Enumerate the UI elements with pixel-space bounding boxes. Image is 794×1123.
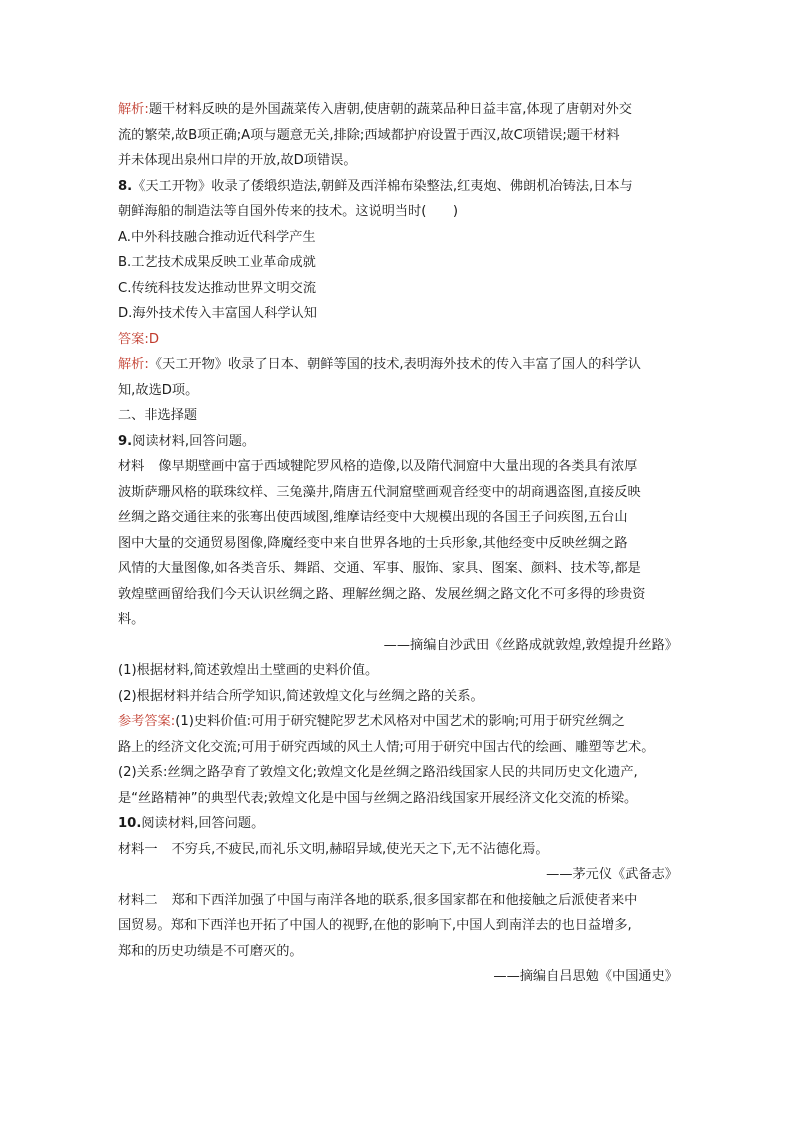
material-line: 风情的大量图像,如各类音乐、舞蹈、交通、军事、服饰、家具、图案、颜料、技术等,都是 [118, 561, 641, 576]
material-line: 郑和的历史功绩是不可磨灭的。 [118, 943, 303, 959]
material-source: ——茅元仪《武备志》 [546, 867, 678, 882]
question-number: 8. [118, 178, 133, 194]
explanation-line: 解析:题干材料反映的是外国蔬菜传入唐朝,使唐朝的蔬菜品种日益丰富,体现了唐朝对外交 [118, 102, 632, 117]
question-8 [118, 174, 678, 404]
material-line: 材料二 郑和下西洋加强了中国与南洋各地的联系,很多国家都在和他接触之后派使者来中 [118, 892, 638, 908]
question-number: 9. [118, 433, 133, 449]
material-line: 敦煌壁画留给我们今天认识丝绸之路、理解丝绸之路、发展丝绸之路文化不可多得的珍贵资 [118, 586, 646, 602]
reference-answer-label: 参考答案: [118, 714, 176, 729]
reference-answer-line: 是“丝路精神”的典型代表;敦煌文化是中国与丝绸之路沿线国家开展经济文化交流的桥梁。 [118, 790, 638, 806]
material-line: 国贸易。郑和下西洋也开拓了中国人的视野,在他的影响下,中国人到南洋去的也日益增多, [118, 918, 632, 933]
option-d: D.海外技术传入丰富国人科学认知 [118, 306, 317, 321]
sub-question: (1)根据材料,简述敦煌出土壁画的史料价值。 [118, 663, 379, 678]
answer-label: 答案: [118, 331, 149, 347]
material-line: 波斯萨珊风格的联珠纹样、三兔藻井,隋唐五代洞窟壁画观音经变中的胡商遇盗图,直接反映 [118, 484, 641, 500]
material-label: 材料一 [118, 841, 158, 857]
explanation-line: 流的繁荣,故B项正确;A项与题意无关,排除;西域都护府设置于西汉,故C项错误;题干材料 [118, 127, 620, 143]
explanation-line: 知,故选D项。 [118, 382, 199, 398]
material-label: 材料 [118, 459, 145, 474]
option-a: A.中外科技融合推动近代科学产生 [118, 229, 316, 245]
material-line: 丝绸之路交通往来的张骞出使西域图,维摩诘经变中大规模出现的各国王子问疾图,五台山 [118, 510, 628, 525]
sub-question: (2)根据材料并结合所学知识,简述敦煌文化与丝绸之路的关系。 [118, 688, 484, 704]
explanation-label: 解析: [118, 357, 149, 372]
document-page [118, 97, 678, 990]
section-heading: 二、非选择题 [118, 408, 198, 423]
explanation-line: 并未体现出泉州口岸的开放,故D项错误。 [118, 153, 357, 168]
question-stem: 10.阅读材料,回答问题。 [118, 816, 265, 831]
explanation-line: 解析:《天工开物》收录了日本、朝鲜等国的技术,表明海外技术的传入丰富了国人的科学认 [118, 357, 641, 372]
question-stem: 朝鲜海船的制造法等自国外传来的技术。这说明当时( ) [118, 204, 458, 219]
answer-line [118, 327, 678, 353]
q7-explanation [118, 97, 678, 174]
question-9 [118, 429, 678, 812]
question-10 [118, 811, 678, 990]
reference-answer-line: 参考答案:(1)史料价值:可用于研究犍陀罗艺术风格对中国艺术的影响;可用于研究丝绸之 [118, 714, 625, 729]
question-stem: 8.《天工开物》收录了倭缎织造法,朝鲜及西洋棉布染整法,红夷炮、佛朗机冶铸法,日本与 [118, 178, 633, 194]
question-stem: 9.阅读材料,回答问题。 [118, 433, 256, 449]
question-number: 10. [118, 816, 142, 831]
answer-value: D [148, 331, 159, 347]
material-line: 图中大量的交通贸易图像,降魔经变中来自世界各地的士兵形象,其他经变中反映丝绸之路 [118, 535, 628, 551]
material-label: 材料二 [118, 892, 158, 908]
material-source: ——摘编自沙武田《丝路成就敦煌,敦煌提升丝路》 [383, 637, 678, 653]
reference-answer-line: 路上的经济文化交流;可用于研究西域的风土人情;可用于研究中国古代的绘画、雕塑等艺术。 [118, 739, 655, 755]
explanation-label: 解析: [118, 102, 149, 117]
material-line: 料。 [118, 612, 145, 627]
option-b: B.工艺技术成果反映工业革命成就 [118, 255, 316, 270]
material-source: ——摘编自吕思勉《中国通史》 [493, 969, 678, 984]
option-c: C.传统科技发达推动世界文明交流 [118, 280, 317, 296]
reference-answer-line: (2)关系:丝绸之路孕育了敦煌文化;敦煌文化是丝绸之路沿线国家人民的共同历史文化遗产, [118, 765, 638, 780]
material-line: 材料一 不穷兵,不疲民,而礼乐文明,赫昭异域,使光天之下,无不沾德化焉。 [118, 841, 549, 857]
material-line: 材料 像早期壁画中富于西域犍陀罗风格的造像,以及隋代洞窟中大量出现的各类具有浓厚 [118, 459, 638, 474]
